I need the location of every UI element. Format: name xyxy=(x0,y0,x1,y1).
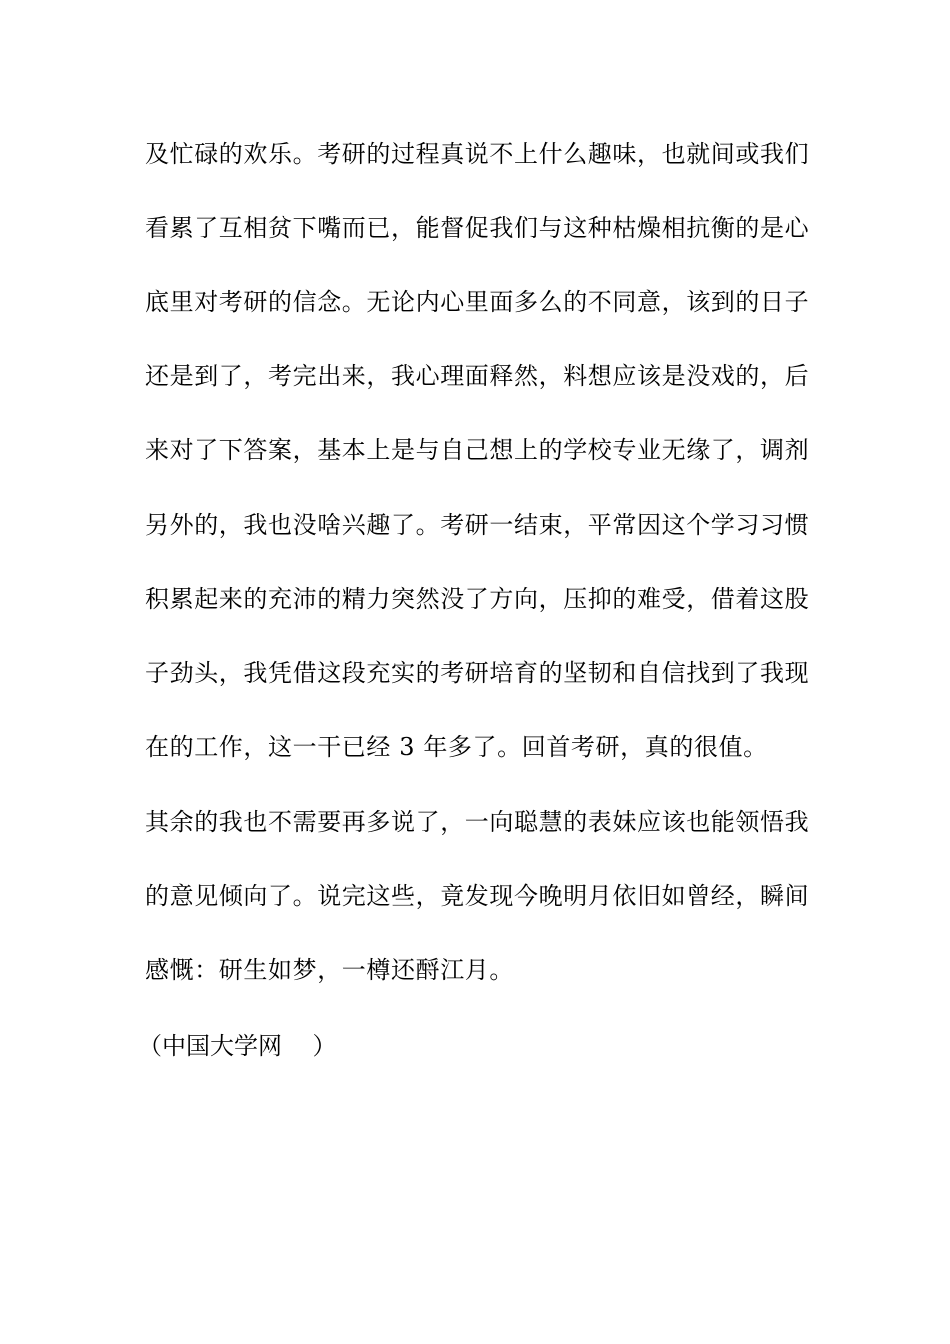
paragraph-1-line-7: 积累起来的充沛的精力突然没了方向，压抑的难受，借着这股 xyxy=(145,585,810,613)
paragraph-1-line-4: 还是到了，考完出来，我心理面释然，料想应该是没戏的，后 xyxy=(145,362,810,390)
paragraph-2-line-3: 感慨：研生如梦，一樽还酹江月。 xyxy=(145,956,514,984)
paragraph-1-line-9: 在的工作，这一干已经 3 年多了。回首考研，真的很值。 xyxy=(145,733,768,761)
paragraph-1-line-5: 来对了下答案，基本上是与自己想上的学校专业无缘了，调剂 xyxy=(145,436,810,464)
paragraph-2-line-1: 其余的我也不需要再多说了，一向聪慧的表妹应该也能领悟我 xyxy=(145,808,810,836)
paragraph-1-line-1: 及忙碌的欢乐。考研的过程真说不上什么趣味，也就间或我们 xyxy=(145,140,810,168)
paragraph-2-line-2: 的意见倾向了。说完这些，竟发现今晚明月依旧如曾经，瞬间 xyxy=(145,882,810,910)
source-attribution: （中国大学网 ） xyxy=(138,1032,337,1060)
paragraph-1-line-2: 看累了互相贫下嘴而已，能督促我们与这种枯燥相抗衡的是心 xyxy=(145,214,810,242)
paragraph-1-line-3: 底里对考研的信念。无论内心里面多么的不同意，该到的日子 xyxy=(145,288,810,316)
paragraph-1-line-6: 另外的，我也没啥兴趣了。考研一结束，平常因这个学习习惯 xyxy=(145,511,810,539)
paragraph-1-line-8: 子劲头，我凭借这段充实的考研培育的坚韧和自信找到了我现 xyxy=(145,659,810,687)
